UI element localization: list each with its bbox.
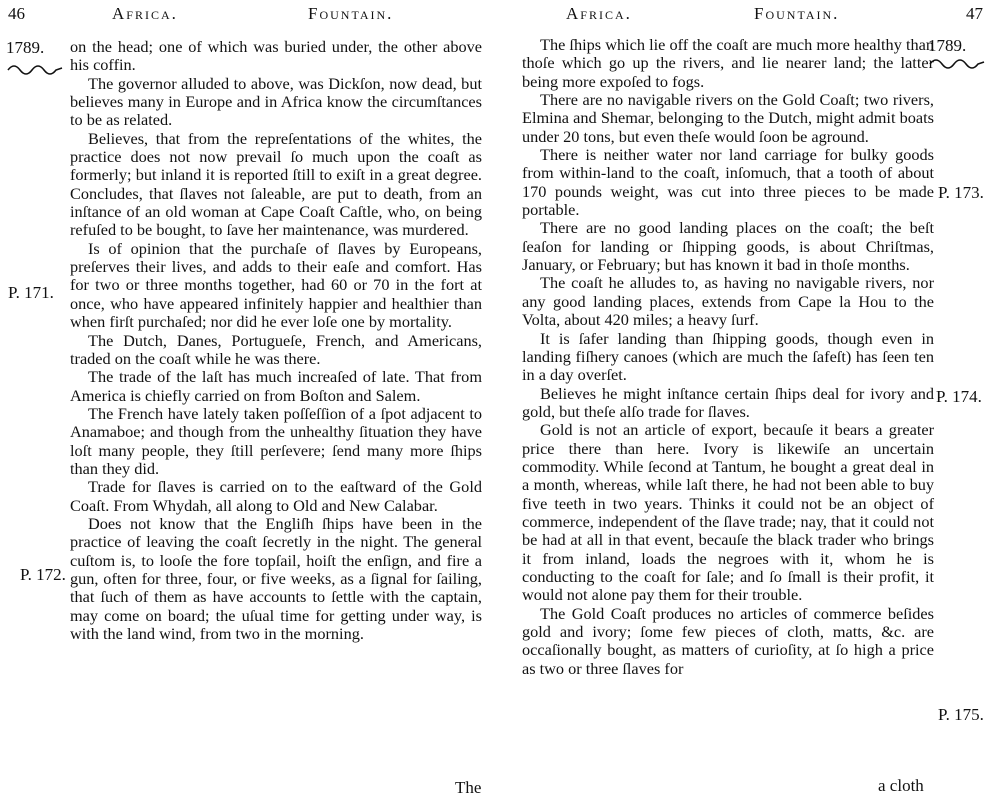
margin-ref: P. 174.: [936, 387, 982, 406]
paragraph: There are no navigable rivers on the Gold Coaſt; two rivers, Elmina and Shemar, belonging to the Dutch, might admit boats under 20 tons, but even theſe would ſoon be aground.: [522, 90, 934, 146]
margin-ref: P. 175.: [938, 705, 984, 724]
paragraph: The Gold Coaſt produces no articles of commerce beſides gold and ivory; ſome few pieces of cloth, matts, &c. are occaſionally bought, as matters of curioſity, at ſo high a price as two or three ſlaves for: [522, 603, 934, 678]
paragraph: Believes he might inſtance certain ſhips deal for ivory and gold, but theſe alſo trade for ſlaves.: [522, 383, 934, 421]
margin-ref: P. 172.: [20, 565, 66, 584]
margin-year: 1789.: [6, 38, 45, 57]
paragraph: There is neither water nor land carriage for bulky goods from within-land to the coaſt, inſomuch, that a tooth of about 170 pounds weight, was cut into three pieces to be made portable.: [522, 145, 934, 220]
paragraph: The Dutch, Danes, Portugueſe, French, and Americans, traded on the coaſt while he was there.: [70, 330, 482, 368]
left-page-text: [70, 38, 482, 643]
paragraph: The French have lately taken poſſeſſion of a ſpot adjacent to Anamaboe; and though from the unhealthy ſituation they have loſt many people, they ſtill perſevere; ſend many more ſhips than they did.: [70, 403, 482, 478]
running-head-left: Africa.: [112, 4, 178, 23]
page-number: 46: [8, 4, 25, 23]
paragraph: on the head; one of which was buried under, the other above his coffin.: [70, 37, 482, 75]
running-head-right: Fountain.: [308, 4, 394, 23]
paragraph: Trade for ſlaves is carried on to the eaſtward of the Gold Coaſt. From Whydah, all along to Old and New Calabar.: [70, 477, 482, 515]
paragraph: It is ſafer landing than ſhipping goods, though even in landing fiſhery canoes (which are much the ſafeſt) has ſeen ten in a day overſet.: [522, 328, 934, 385]
right-page-text: [522, 36, 934, 678]
paragraph: The coaſt he alludes to, as having no navigable rivers, nor any good landing places, extends from Cape la Hou to the Volta, about 420 miles; a heavy ſurf.: [522, 273, 934, 330]
margin-swirl-icon: [6, 62, 64, 78]
catchword: The: [455, 778, 482, 797]
paragraph: There are no good landing places on the coaſt; the beſt ſeaſon for landing or ſhipping goods, is about Chriſtmas, January, or February; but has known it bad in thoſe months.: [522, 218, 934, 275]
paragraph: Gold is not an article of export, becauſe it bears a greater price there than here. Ivory is likewiſe an uncertain commodity. While ſecond at Tantum, he bought a great deal in a month, whereas, while laſt there, he had not been able to buy five teeth in two years. Thinks it could not be an object of commerce, independent of the ſlave trade; nay, that it could not be had at all in that event, becauſe the black trader who brings it from inland, loads the negroes with it, whom he is conducting to the coaſt for ſale; and ſo ſmall is their profit, it would not alone pay them for their trouble.: [522, 420, 934, 605]
catchword: a cloth: [878, 776, 924, 795]
margin-ref: P. 173.: [938, 183, 984, 202]
paragraph: The trade of the laſt has much increaſed of late. That from America is chiefly carried on from Boſton and Salem.: [70, 367, 482, 405]
paragraph: Believes, that from the repreſentations of the whites, the practice does not now prevail ſo much upon the coaſt as formerly; but inland it is reported ſtill to exiſt in a great degree. Concludes, that ſlaves not ſaleable, are put to death, from an inſtance of an old woman at Cape Coaſt Caſtle, who, on being refuſed to be bought, to ſave her maintenance, was murdered.: [70, 128, 482, 240]
margin-ref: P. 171.: [8, 283, 54, 302]
paragraph: Is of opinion that the purchaſe of ſlaves by Europeans, preſerves their lives, and adds to their eaſe and comfort. Has for two or three months together, had 60 or 70 in the fort at once, who have appeared infinitely happier and healthier than when firſt purchaſed; nor did he ever loſe one by mortality.: [70, 238, 482, 332]
page-number: 47: [966, 4, 983, 23]
paragraph: Does not know that the Engliſh ſhips have been in the practice of leaving the coaſt ſecretly in the night. The general cuſtom is, to looſe the fore topſail, hoiſt the enſign, and fire a gun, often for three, four, or five weeks, as a ſignal for ſailing, that ſuch of them as have accounts to ſettle with the captain, may come on board; the uſual time for getting under way, is with the land wind, from two in the morning.: [70, 513, 482, 643]
running-head-right: Fountain.: [754, 4, 840, 23]
right-page: [500, 0, 1000, 802]
paragraph: The ſhips which lie off the coaſt are much more healthy than thoſe which go up the rivers, and lie nearer land; the latter being more expoſed to fogs.: [522, 35, 934, 91]
paragraph: The governor alluded to above, was Dickſon, now dead, but believes many in Europe and in Africa know the circumſtances to be as related.: [70, 73, 482, 130]
margin-swirl-icon: [928, 56, 986, 72]
margin-year: 1789.: [928, 36, 967, 55]
running-head-left: Africa.: [566, 4, 632, 23]
